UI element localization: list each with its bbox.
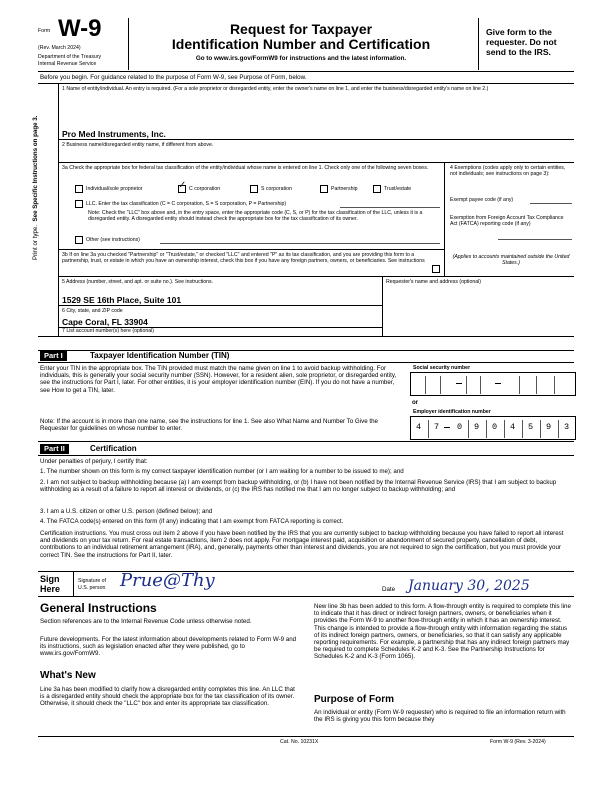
give-form-3: send to the IRS. xyxy=(486,47,551,57)
ein-digit: 9 xyxy=(473,422,480,432)
opt-s-corp: S corporation xyxy=(261,186,292,192)
opt-other: Other (see instructions) xyxy=(86,237,140,243)
checkmark-icon: ✓ xyxy=(178,180,187,191)
part1-note: Note: If the account is in more than one name, see the instructions for line 1. See also What Name and Number To Give the Requester for guidelines on whose number to enter. xyxy=(40,418,378,433)
llc-entry-line[interactable] xyxy=(340,207,440,208)
ein-digit: 3 xyxy=(563,422,570,432)
ein-digit: 0 xyxy=(456,422,463,432)
catalog-number: Cat. No. 10231X xyxy=(280,739,319,745)
form-prefix: Form xyxy=(38,28,51,34)
ein-digit: 9 xyxy=(545,422,552,432)
form-name: W-9 xyxy=(58,15,102,42)
side-label-see: See Specific Instructions on page 3. xyxy=(32,115,39,222)
line1-label: 1 Name of entity/individual. An entry is required. (For a sole proprietor or disregarded entity, enter the owner's name on line 1, and enter the business/disregarded entity's name on line 2.) xyxy=(62,86,489,92)
checkbox-foreign-partners[interactable] xyxy=(432,265,440,273)
fatca-label: Exemption from Foreign Account Tax Compliance Act (FATCA) reporting code (if any) xyxy=(450,215,564,227)
part1-text: Enter your TIN in the appropriate box. The TIN provided must match the name given on line 1 to avoid backup withholding. For individuals, this is generally your social security number (SSN). However, for a resident alien, sole proprietor, or disregarded entity, see the instructions for Part I, later. For other entities, it is your employer identification number (EIN). If you do not have a number, see How to get a TIN, later. xyxy=(40,365,397,394)
cert-item-4: 4. The FATCA code(s) entered on this form (if any) indicating that I am exempt from FATCA reporting is correct. xyxy=(40,518,344,525)
requester-label: Requester's name and address (optional) xyxy=(386,279,481,285)
give-form-2: requester. Do not xyxy=(486,37,557,47)
checkbox-trust-estate[interactable] xyxy=(373,185,381,193)
part2-title: Certification xyxy=(90,444,137,453)
revision: (Rev. March 2024) xyxy=(38,45,81,51)
line1-name-value[interactable]: Pro Med Instruments, Inc. xyxy=(62,129,166,139)
opt-individual: Individual/sole proprietor xyxy=(86,186,143,192)
part1-label: Part I xyxy=(40,351,67,361)
address-value[interactable]: 1529 SE 16th Place, Suite 101 xyxy=(62,295,182,305)
form-title-line2: Identification Number and Certification xyxy=(171,36,431,52)
form-title-line1: Request for Taxpayer xyxy=(229,21,373,37)
signature[interactable]: Prue@Thy xyxy=(120,570,215,591)
footer-form: Form W-9 (Rev. 3-2024) xyxy=(490,739,546,745)
line3b-new-text: New line 3b has been added to this form. A flow-through entity is required to complete this line to indicate that it has direct or indirect foreign partners, owners, or beneficiaries when it provides the Form W-9 to another flow-through entity in which it has an ownership interest. This change is intended to provide a flow-through entity with information regarding the status of its indirect foreign partners, owners, or beneficiaries, so that it can satisfy any applicable reporting requirements. For example, a partnership that has any indirect foreign partners may be required to complete Schedules K-2 and K-3. See the Partnership Instructions for Schedules K-2 and K-3 (Form 1065). xyxy=(314,603,571,661)
part1-title: Taxpayer Identification Number (TIN) xyxy=(90,351,230,360)
line3a-label: 3a Check the appropriate box for federal tax classification of the entity/individual whose name is entered on line 1. Check only one of the following seven boxes. xyxy=(62,165,429,171)
ein-digit: 7 xyxy=(433,422,440,432)
exempt-payee-field[interactable] xyxy=(530,203,572,204)
future-developments: Future developments. For the latest information about developments related to Form W-9 and its instructions, such as legislation enacted after they were published, go to www.irs.gov/FormW9. xyxy=(40,636,297,658)
line6-label: 6 City, state, and ZIP code xyxy=(62,308,123,314)
part2-label: Part II xyxy=(40,444,69,454)
checkbox-s-corporation[interactable] xyxy=(250,185,258,193)
purpose-text: An individual or entity (Form W-9 requester) who is required to file an information return with the IRS is giving you this form because they xyxy=(314,709,566,724)
here-label: Here xyxy=(40,584,61,594)
line2-label: 2 Business name/disregarded entity name, if different from above. xyxy=(62,142,214,148)
opt-c-corp: C corporation xyxy=(189,186,221,192)
or-label: or xyxy=(412,399,419,406)
exempt-payee-label: Exempt payee code (if any) xyxy=(450,197,514,203)
cert-instructions: Certification instructions. You must cross out item 2 above if you have been notified by the IRS that you are currently subject to backup withholding because you have failed to report all interest and dividends on your tax return. For real estate transactions, item 2 does not apply. For mortgage interest paid, acquisition or abandonment of secured property, cancellation of debt, contributions to an individual retirement arrangement (IRA), and, generally, payments other than interest and dividends, you are not required to sign the certification, but you must provide your correct TIN. See the instructions for Part II, later. xyxy=(40,530,564,559)
cert-item-2: 2. I am not subject to backup withholding because (a) I am exempt from backup withholding, or (b) I have not been notified by the Internal Revenue Service (IRS) that I am subject to backup withholding as a result of a failure to report all interest or dividends, or (c) the IRS has notified me that I am no longer subject to backup withholding; and xyxy=(40,479,557,494)
give-form-1: Give form to the xyxy=(486,27,552,37)
side-label-print: Print or type. xyxy=(32,224,39,260)
date-value[interactable]: January 30, 2025 xyxy=(408,578,530,594)
whats-new-heading: What's New xyxy=(40,670,96,681)
fatca-field[interactable] xyxy=(498,239,572,240)
line3b-label: 3b If on line 3a you checked "Partnership" or "Trust/estate," or checked "LLC" and entered "P" as its tax classification, and you are providing this form to a partnership, trust, or estate in which you have an ownership interest, check this box if you have any foreign partners, owners, or beneficiaries. See instructions xyxy=(62,252,425,264)
instructions-link[interactable]: Go to www.irs.gov/FormW9 for instructions and the latest information. xyxy=(195,55,407,62)
before-you-begin: Before you begin. For guidance related to the purpose of Form W-9, see Purpose of Form, below. xyxy=(40,74,307,81)
ein-digit: 5 xyxy=(527,422,534,432)
ssn-field[interactable] xyxy=(410,372,576,396)
perjury-intro: Under penalties of perjury, I certify that: xyxy=(40,458,148,465)
purpose-heading: Purpose of Form xyxy=(314,694,395,705)
signature-label-2: U.S. person xyxy=(78,585,106,591)
general-p1: Section references are to the Internal Revenue Code unless otherwise noted. xyxy=(40,618,252,625)
opt-partnership: Partnership xyxy=(331,186,358,192)
whats-new-text: Line 3a has been modified to clarify how a disregarded entity completes this line. An LLC that is a disregarded entity should check the appropriate box for the tax classification of its owner. Otherwise, it should check the "LLC" box and enter its appropriate tax classification. xyxy=(40,686,295,708)
line7-label: 7 List account number(s) here (optional) xyxy=(62,328,154,334)
checkbox-individual[interactable] xyxy=(75,185,83,193)
other-entry-line[interactable] xyxy=(160,243,440,244)
ein-digit: 0 xyxy=(491,422,498,432)
date-label: Date xyxy=(382,586,396,593)
ein-digit: 4 xyxy=(509,422,516,432)
opt-llc: LLC. Enter the tax classification (C = C corporation, S = S corporation, P = Partnership) xyxy=(86,201,287,207)
sign-label: Sign xyxy=(40,574,60,584)
city-state-zip-value[interactable]: Cape Coral, FL 33904 xyxy=(62,317,148,327)
ein-label: Employer identification number xyxy=(413,409,491,415)
side-label xyxy=(32,116,39,260)
line5-label: 5 Address (number, street, and apt. or suite no.). See instructions. xyxy=(62,279,214,285)
line4-label: 4 Exemptions (codes apply only to certain entities, not individuals; see instructions on page 3): xyxy=(450,165,566,177)
fatca-applies: (Applies to accounts maintained outside the United States.) xyxy=(452,254,570,266)
cert-item-3: 3. I am a U.S. citizen or other U.S. person (defined below); and xyxy=(40,508,213,515)
department: Department of the Treasury xyxy=(38,54,102,60)
checkbox-llc[interactable] xyxy=(75,200,83,208)
llc-note: Note: Check the "LLC" box above and, in the entry space, enter the appropriate code (C, S, or P) for the tax classification of the LLC, unless it is a disregarded entity. A disregarded entity should instead check the appropriate box for the tax classification of its owner. xyxy=(88,210,423,222)
checkbox-partnership[interactable] xyxy=(320,185,328,193)
ssn-label: Social security number xyxy=(413,365,471,371)
signature-label-1: Signature of xyxy=(78,578,106,584)
checkbox-other[interactable] xyxy=(75,236,83,244)
agency: Internal Revenue Service xyxy=(38,61,97,67)
general-instructions-heading: General Instructions xyxy=(40,601,157,615)
opt-trust: Trust/estate xyxy=(384,186,412,192)
cert-item-1: 1. The number shown on this form is my correct taxpayer identification number (or I am waiting for a number to be issued to me); and xyxy=(40,468,404,475)
ein-digit: 4 xyxy=(415,422,422,432)
